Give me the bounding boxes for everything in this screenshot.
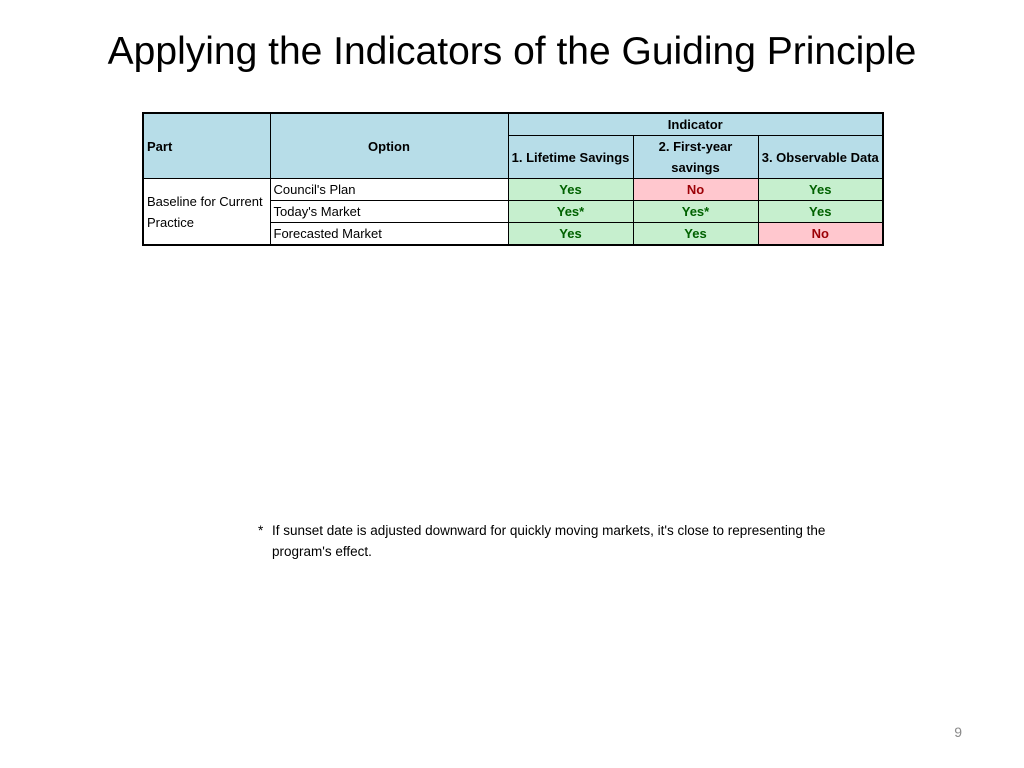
header-indicator-group: Indicator — [508, 113, 883, 136]
value-cell: Yes — [508, 223, 633, 246]
footnote — [258, 520, 868, 562]
table-row — [143, 179, 883, 201]
header-indicator-3: 3. Observable Data — [758, 136, 883, 179]
header-indicator-1: 1. Lifetime Savings — [508, 136, 633, 179]
header-part: Part — [143, 113, 270, 179]
value-cell: Yes — [758, 179, 883, 201]
value-cell: No — [758, 223, 883, 246]
indicator-table — [142, 112, 884, 246]
value-cell: Yes — [758, 201, 883, 223]
option-cell: Today's Market — [270, 201, 508, 223]
value-cell: Yes — [508, 179, 633, 201]
part-cell: Baseline for Current Practice — [143, 179, 270, 246]
option-cell: Forecasted Market — [270, 223, 508, 246]
page-number: 9 — [954, 724, 962, 740]
value-cell: Yes — [633, 223, 758, 246]
slide-title: Applying the Indicators of the Guiding Principle — [107, 30, 917, 73]
footnote-text: If sunset date is adjusted downward for quickly moving markets, it's close to representing the program's effect. — [272, 523, 826, 559]
value-cell: Yes* — [508, 201, 633, 223]
footnote-mark: * — [258, 523, 264, 538]
header-option: Option — [270, 113, 508, 179]
header-row-1 — [143, 113, 883, 136]
value-cell: Yes* — [633, 201, 758, 223]
value-cell: No — [633, 179, 758, 201]
header-indicator-2: 2. First-year savings — [633, 136, 758, 179]
option-cell: Council's Plan — [270, 179, 508, 201]
